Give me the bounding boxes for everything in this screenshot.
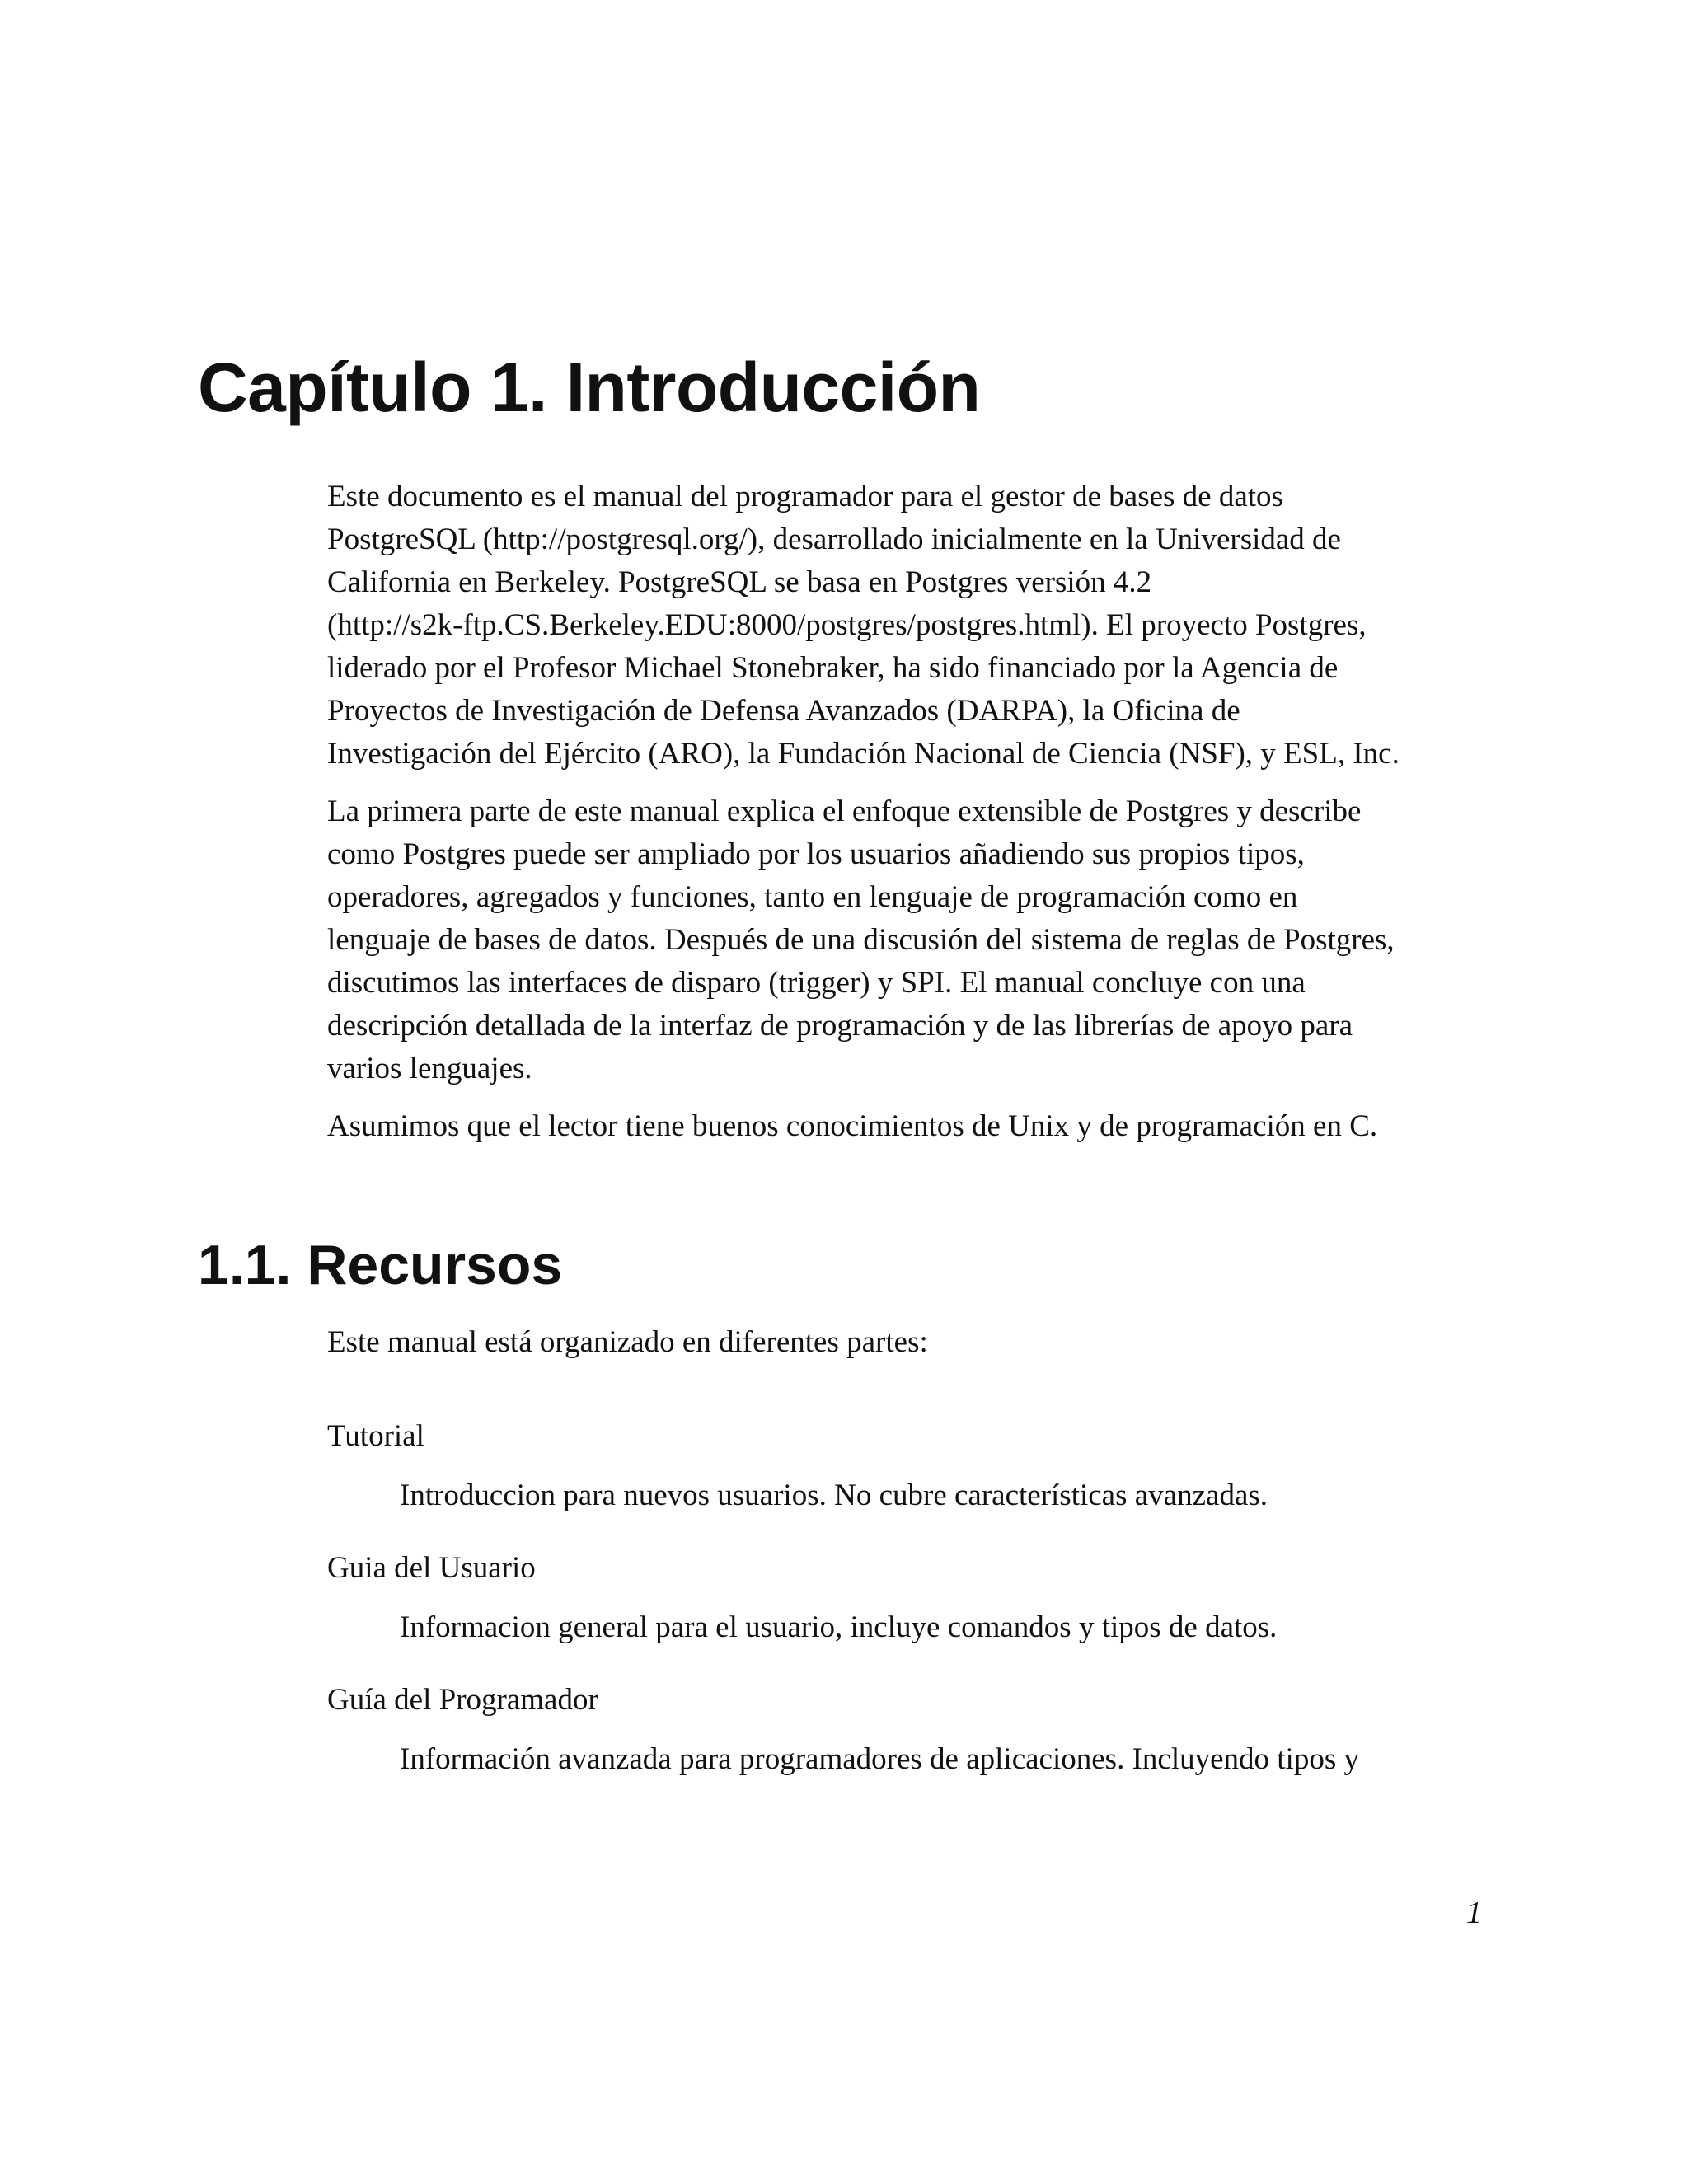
text-line: La primera parte de este manual explica el enfoque extensible de Postgres y describe bbox=[327, 794, 1362, 828]
page-number: 1 bbox=[1466, 1896, 1482, 1930]
list-term: Guia del Usuario bbox=[327, 1551, 536, 1585]
text-line: Este documento es el manual del programador para el gestor de bases de datos bbox=[327, 480, 1283, 513]
text-line: PostgreSQL (http://postgresql.org/), desarrollado inicialmente en la Universidad de bbox=[327, 523, 1341, 556]
list-definition: Introduccion para nuevos usuarios. No cubre características avanzadas. bbox=[400, 1479, 1268, 1512]
text-line: descripción detallada de la interfaz de programación y de las librerías de apoyo para bbox=[327, 1009, 1353, 1043]
intro-paragraph-1 bbox=[327, 476, 1481, 776]
list-definition: Información avanzada para programadores de aplicaciones. Incluyendo tipos y bbox=[400, 1742, 1359, 1776]
text-line: Proyectos de Investigación de Defensa Avanzados (DARPA), la Oficina de bbox=[327, 694, 1240, 728]
section-intro bbox=[327, 1321, 1481, 1379]
text-line: Este manual está organizado en diferentes partes: bbox=[327, 1325, 928, 1359]
intro-paragraph-3 bbox=[327, 1105, 1481, 1148]
text-line: Asumimos que el lector tiene buenos conocimientos de Unix y de programación en C. bbox=[327, 1109, 1378, 1143]
text-line: varios lenguajes. bbox=[327, 1052, 532, 1085]
list-term: Tutorial bbox=[327, 1419, 424, 1453]
text-line: lenguaje de bases de datos. Después de una discusión del sistema de reglas de Postgres, bbox=[327, 923, 1395, 957]
chapter-intro bbox=[327, 476, 1481, 1163]
text-line: (http://s2k-ftp.CS.Berkeley.EDU:8000/postgres/postgres.html). El proyecto Postgres, bbox=[327, 608, 1367, 642]
list-term: Guía del Programador bbox=[327, 1683, 598, 1717]
text-line: liderado por el Profesor Michael Stonebraker, ha sido financiado por la Agencia de bbox=[327, 651, 1339, 685]
text-line: Investigación del Ejército (ARO), la Fundación Nacional de Ciencia (NSF), y ESL, Inc. bbox=[327, 737, 1400, 771]
section-intro-paragraph bbox=[327, 1321, 1481, 1364]
section-title: 1.1. Recursos bbox=[198, 1234, 563, 1296]
text-line: California en Berkeley. PostgreSQL se basa en Postgres versión 4.2 bbox=[327, 565, 1152, 599]
parts-list bbox=[327, 1415, 1481, 1811]
intro-paragraph-2 bbox=[327, 790, 1481, 1090]
chapter-title: Capítulo 1. Introducción bbox=[198, 349, 981, 426]
text-line: operadores, agregados y funciones, tanto en lenguaje de programación como en bbox=[327, 880, 1298, 914]
text-line: como Postgres puede ser ampliado por los usuarios añadiendo sus propios tipos, bbox=[327, 837, 1305, 871]
text-line: discutimos las interfaces de disparo (trigger) y SPI. El manual concluye con una bbox=[327, 966, 1306, 1000]
list-definition: Informacion general para el usuario, incluye comandos y tipos de datos. bbox=[400, 1610, 1278, 1644]
